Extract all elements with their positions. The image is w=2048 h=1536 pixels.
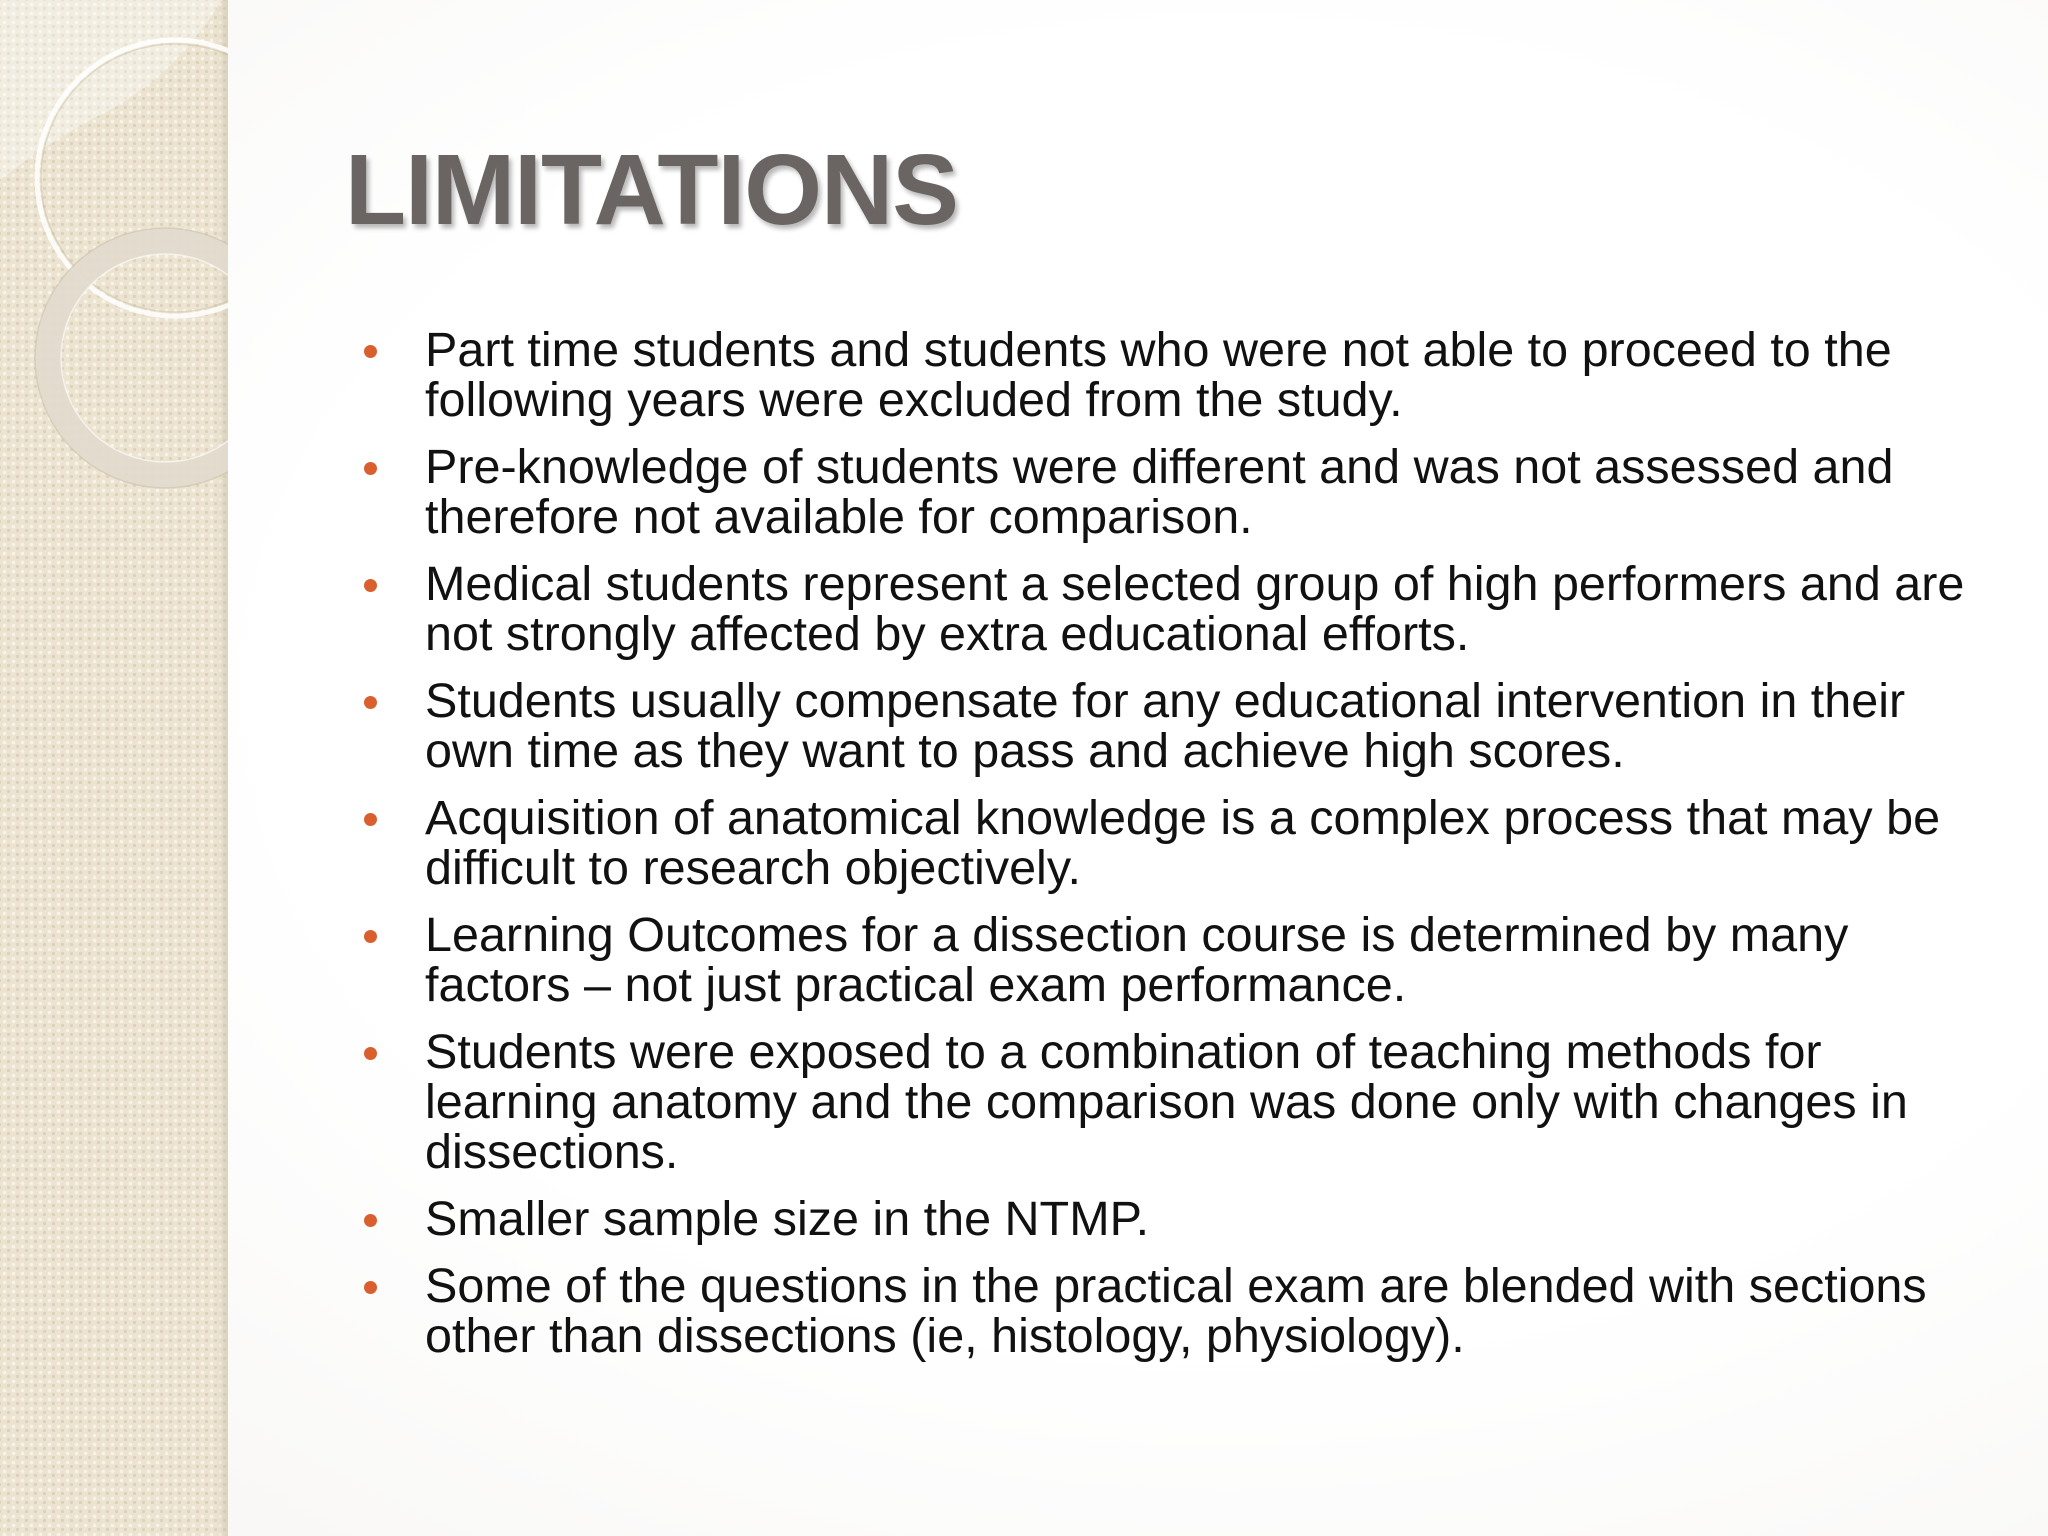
bullet-text: Medical students represent a selected group of high performers and are not strongly affected by extra educational efforts. — [425, 557, 1965, 661]
bullet-item — [363, 1027, 1993, 1177]
bullet-dot-icon — [364, 696, 377, 709]
bullet-dot-icon — [364, 579, 377, 592]
bullet-text: Students were exposed to a combination of teaching methods for learning anatomy and the comparison was done only with changes in dissections. — [425, 1025, 1908, 1179]
bullet-item — [363, 910, 1993, 1010]
bullet-list — [363, 325, 1993, 1378]
bullet-item — [363, 559, 1993, 659]
decorative-rings — [0, 0, 228, 520]
bullet-item — [363, 676, 1993, 776]
bullet-text: Pre-knowledge of students were different and was not assessed and therefore not available for comparison. — [425, 440, 1894, 544]
bullet-text: Smaller sample size in the NTMP. — [425, 1192, 1150, 1246]
bullet-dot-icon — [364, 1214, 377, 1227]
bullet-dot-icon — [364, 1281, 377, 1294]
slide-title: LIMITATIONS — [345, 134, 958, 246]
bullet-item — [363, 1194, 1993, 1244]
bullet-text: Acquisition of anatomical knowledge is a complex process that may be difficult to research objectively. — [425, 791, 1941, 895]
bullet-item — [363, 1261, 1993, 1361]
bullet-item — [363, 325, 1993, 425]
bullet-text: Students usually compensate for any educational intervention in their own time as they want to pass and achieve high scores. — [425, 674, 1906, 778]
bullet-text: Part time students and students who were not able to proceed to the following years were excluded from the study. — [425, 323, 1892, 427]
bullet-item — [363, 793, 1993, 893]
bullet-dot-icon — [364, 813, 377, 826]
bullet-text: Some of the questions in the practical exam are blended with sections other than dissections (ie, histology, physiology). — [425, 1259, 1927, 1363]
bullet-dot-icon — [364, 930, 377, 943]
bullet-dot-icon — [364, 462, 377, 475]
bullet-dot-icon — [364, 345, 377, 358]
bullet-text: Learning Outcomes for a dissection course is determined by many factors – not just practical exam performance. — [425, 908, 1849, 1012]
bullet-item — [363, 442, 1993, 542]
bullet-dot-icon — [364, 1047, 377, 1060]
